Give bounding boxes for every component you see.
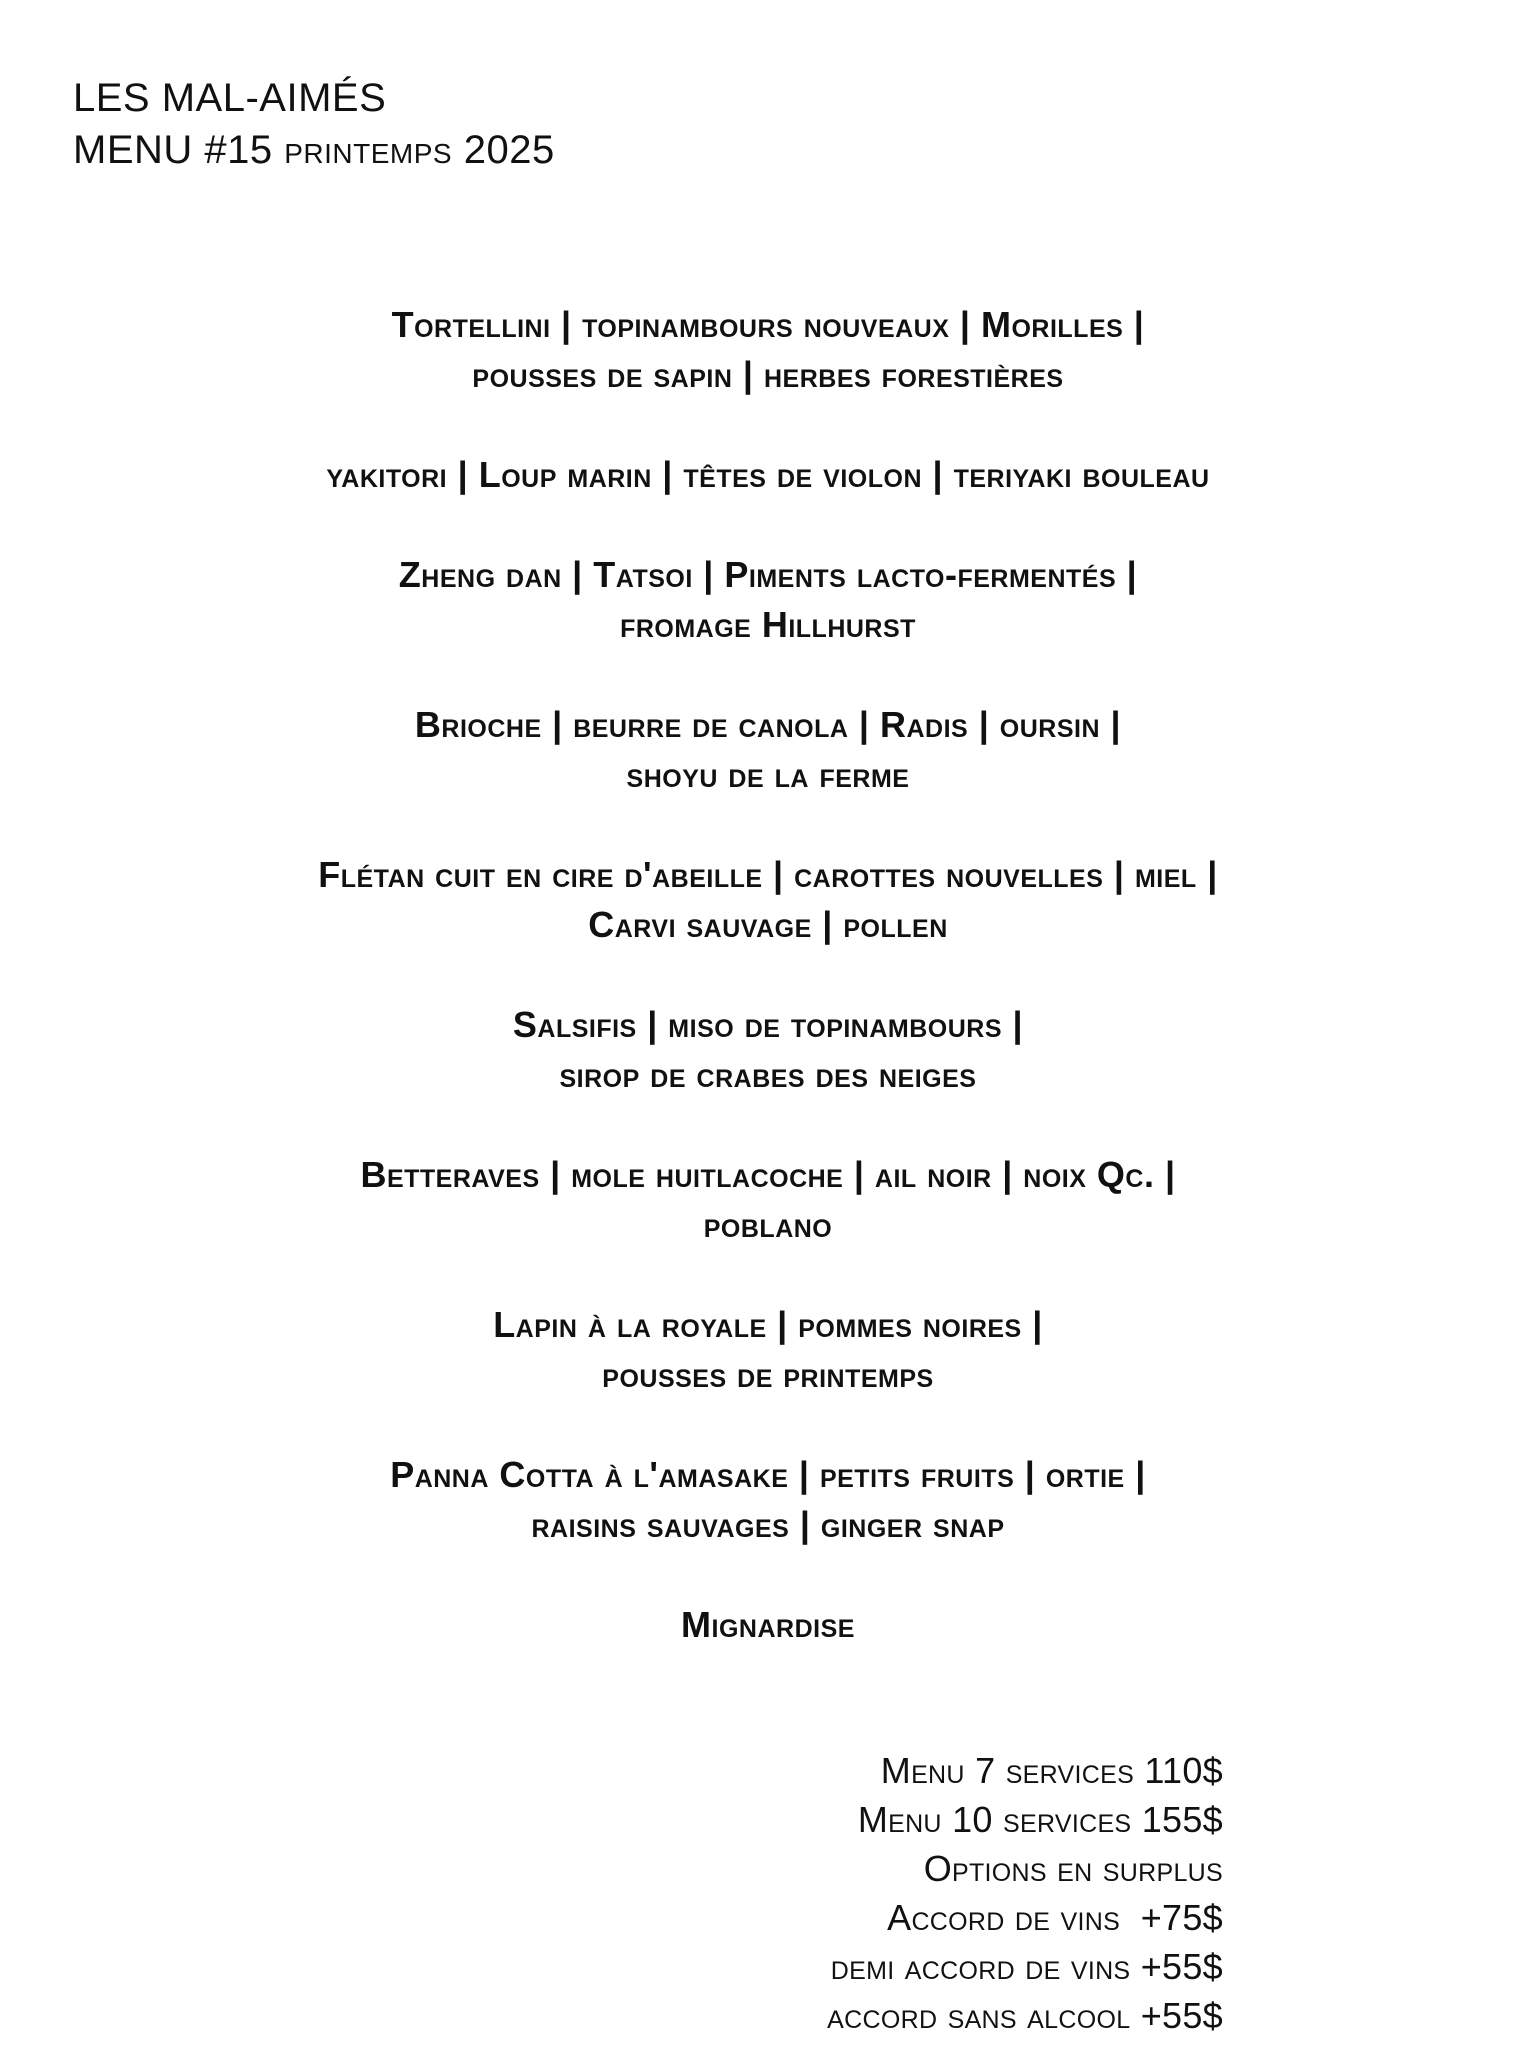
pricing-block [827, 1746, 1223, 2040]
price-half-wine-pairing: demi accord de vins +55$ [830, 1946, 1223, 1987]
course-line: Brioche | beurre de canola | Radis | oursin | [414, 704, 1122, 745]
course-line: pousses de printemps [602, 1354, 934, 1395]
course-line: yakitori | Loup marin | têtes de violon | teriyaki bouleau [326, 454, 1210, 495]
course-line: shoyu de la ferme [626, 754, 910, 795]
restaurant-name: LES MAL-AIMÉS [73, 76, 387, 120]
course-line: poblano [703, 1204, 833, 1245]
course-line: sirop de crabes des neiges [559, 1054, 977, 1095]
course-line: pousses de sapin | herbes forestières [472, 354, 1064, 395]
course-line: Betteraves | mole huitlacoche | ail noir | noix Qc. | [360, 1154, 1176, 1195]
course-item-dessert [0, 1600, 1536, 1650]
course-line: Panna Cotta à l'amasake | petits fruits | ortie | [390, 1454, 1146, 1495]
menu-title [73, 124, 555, 176]
course-line: Salsifis | miso de topinambours | [512, 1004, 1024, 1045]
course-line: Mignardise [681, 1604, 855, 1645]
course-item [0, 300, 1536, 400]
price-non-alcoholic-pairing: accord sans alcool +55$ [827, 1995, 1223, 2036]
course-item [0, 1150, 1536, 1250]
menu-number: MENU #15 [73, 128, 273, 172]
course-line: Carvi sauvage | pollen [588, 904, 948, 945]
course-line: Tortellini | topinambours nouveaux | Morilles | [391, 304, 1145, 345]
course-item [0, 1000, 1536, 1100]
course-item [0, 550, 1536, 650]
course-item [0, 850, 1536, 950]
price-menu-10: Menu 10 services 155$ [857, 1799, 1223, 1840]
course-line: Lapin à la royale | pommes noires | [493, 1304, 1043, 1345]
menu-header [73, 72, 555, 176]
price-wine-pairing: Accord de vins +75$ [887, 1897, 1223, 1938]
course-item [0, 1450, 1536, 1550]
course-line: raisins sauvages | ginger snap [531, 1504, 1005, 1545]
course-item [0, 700, 1536, 800]
course-item [0, 1300, 1536, 1400]
options-heading: Options en surplus [923, 1848, 1223, 1889]
course-line: fromage Hillhurst [620, 604, 916, 645]
price-menu-7: Menu 7 services 110$ [880, 1750, 1223, 1791]
menu-season: printemps 2025 [284, 128, 555, 172]
course-line: Zheng dan | Tatsoi | Piments lacto-fermentés | [398, 554, 1138, 595]
course-line: Flétan cuit en cire d'abeille | carottes nouvelles | miel | [318, 854, 1218, 895]
course-item [0, 450, 1536, 500]
course-list [0, 300, 1536, 1700]
